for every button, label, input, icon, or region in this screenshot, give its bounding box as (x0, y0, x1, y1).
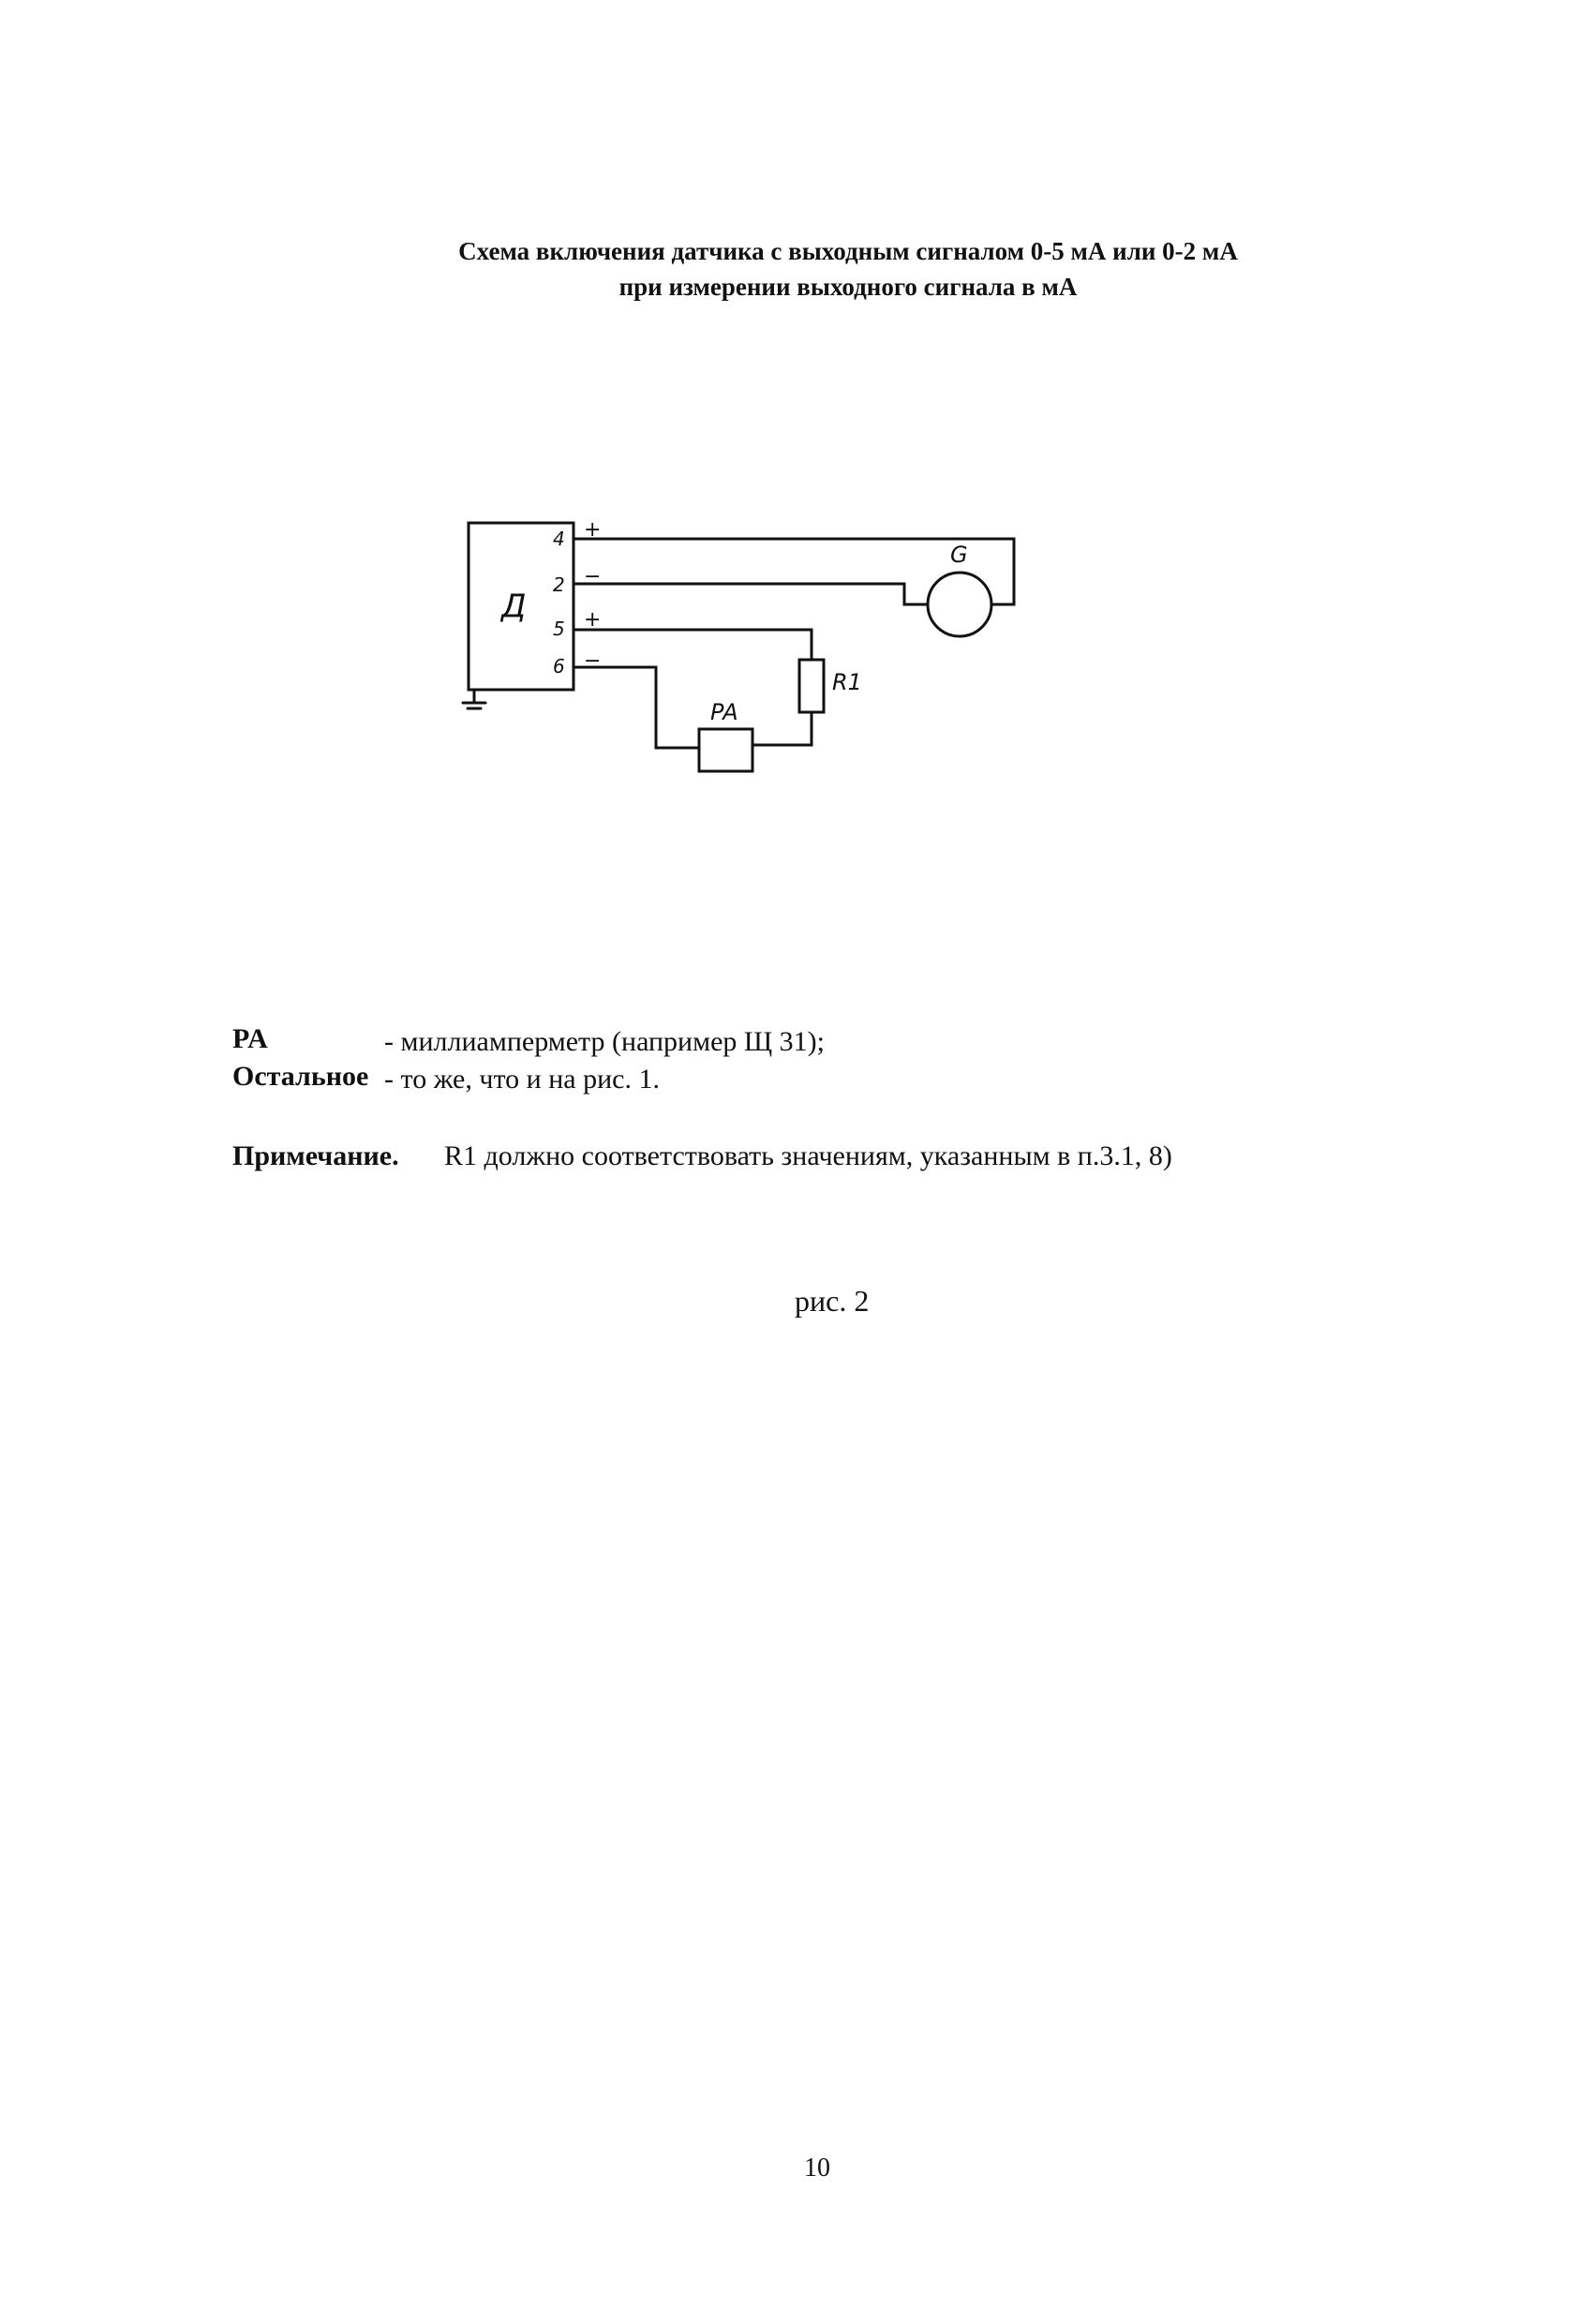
figure-caption: рис. 2 (795, 1284, 870, 1318)
terminal-number: 2 (553, 574, 565, 596)
legend-term: PA (232, 1023, 268, 1054)
wire-terminal-4 (574, 539, 1014, 604)
source-label: G (950, 542, 968, 568)
source-g-icon (928, 573, 991, 636)
page-title-line-1: Схема включения датчика с выходным сигналом 0-5 мА или 0-2 мА (458, 237, 1238, 265)
wire-resistor-meter (752, 712, 812, 745)
note-text: R1 должно соответствовать значениям, указанным в п.3.1, 8) (444, 1140, 1172, 1171)
terminal-number: 6 (553, 655, 565, 678)
terminal-number: 5 (553, 618, 565, 640)
resistor-r1-icon (799, 660, 824, 712)
legend-term-pa (232, 1021, 268, 1057)
page-number: 10 (804, 2153, 830, 2182)
legend-definition-pa: - миллиамперметр (например Щ 31); (384, 1026, 825, 1057)
polarity-mark: + (584, 518, 602, 542)
terminal-number: 4 (553, 528, 565, 550)
legend-term-rest (232, 1059, 368, 1095)
legend-term: Остальное (232, 1061, 369, 1092)
ground-icon (463, 690, 485, 708)
milliammeter-pa-icon (699, 729, 752, 771)
polarity-mark: − (584, 565, 602, 588)
wire-terminal-5 (574, 630, 812, 660)
resistor-label: R1 (832, 669, 862, 695)
device-label: Д (501, 588, 527, 625)
wire-terminal-2 (574, 584, 928, 604)
note-label: Примечание. (232, 1140, 399, 1171)
legend-definition-rest: - то же, что и на рис. 1. (384, 1064, 660, 1095)
polarity-mark: + (584, 608, 602, 632)
page-title-line-2: при измерении выходного сигнала в мА (618, 273, 1078, 301)
polarity-mark: − (584, 649, 602, 673)
wire-terminal-6 (574, 667, 699, 748)
meter-label: PA (710, 699, 738, 725)
